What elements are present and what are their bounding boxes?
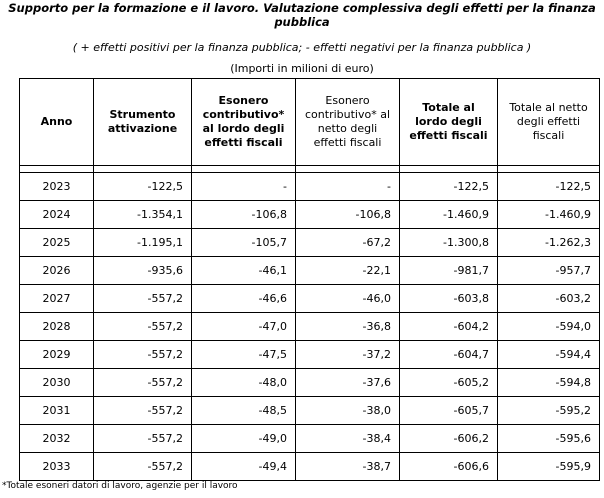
cell-anno: 2030 — [20, 369, 94, 397]
cell-totale-netto: -1.262,3 — [498, 229, 600, 257]
cell-totale-netto: -1.460,9 — [498, 201, 600, 229]
cell-esonero-lordo: -49,4 — [192, 453, 296, 481]
cell-strumento: -557,2 — [94, 425, 192, 453]
cell-strumento: -122,5 — [94, 173, 192, 201]
cell-strumento: -557,2 — [94, 285, 192, 313]
cell-totale-lordo: -122,5 — [400, 173, 498, 201]
document-title — [0, 1, 604, 29]
spacer-row — [20, 166, 600, 173]
cell-esonero-netto: -46,0 — [296, 285, 400, 313]
cell-esonero-netto: - — [296, 173, 400, 201]
spacer-cell — [94, 166, 192, 173]
header-anno: Anno — [20, 79, 94, 166]
title-line-2: pubblica — [274, 15, 330, 29]
table-row — [20, 397, 600, 425]
cell-anno: 2026 — [20, 257, 94, 285]
spacer-cell — [400, 166, 498, 173]
table-row — [20, 257, 600, 285]
cell-totale-lordo: -605,7 — [400, 397, 498, 425]
cell-esonero-lordo: - — [192, 173, 296, 201]
cell-totale-netto: -594,4 — [498, 341, 600, 369]
cell-anno: 2032 — [20, 425, 94, 453]
table-row — [20, 285, 600, 313]
header-totale-netto: Totale al netto degli effetti fiscali — [498, 79, 600, 166]
cell-esonero-lordo: -47,0 — [192, 313, 296, 341]
cell-esonero-netto: -37,2 — [296, 341, 400, 369]
cell-anno: 2028 — [20, 313, 94, 341]
cell-totale-lordo: -1.300,8 — [400, 229, 498, 257]
spacer-cell — [296, 166, 400, 173]
cell-totale-lordo: -981,7 — [400, 257, 498, 285]
cell-anno: 2023 — [20, 173, 94, 201]
cell-esonero-netto: -38,4 — [296, 425, 400, 453]
spacer-cell — [20, 166, 94, 173]
cell-esonero-netto: -37,6 — [296, 369, 400, 397]
cell-esonero-netto: -106,8 — [296, 201, 400, 229]
cell-totale-lordo: -606,2 — [400, 425, 498, 453]
spacer-cell — [192, 166, 296, 173]
cell-anno: 2024 — [20, 201, 94, 229]
cell-totale-netto: -122,5 — [498, 173, 600, 201]
table-body — [20, 166, 600, 481]
table-row — [20, 369, 600, 397]
cell-esonero-netto: -67,2 — [296, 229, 400, 257]
cell-strumento: -557,2 — [94, 453, 192, 481]
cell-totale-netto: -595,6 — [498, 425, 600, 453]
cell-anno: 2033 — [20, 453, 94, 481]
cell-strumento: -557,2 — [94, 341, 192, 369]
cell-esonero-lordo: -48,5 — [192, 397, 296, 425]
cell-esonero-lordo: -48,0 — [192, 369, 296, 397]
cell-esonero-lordo: -46,1 — [192, 257, 296, 285]
cell-anno: 2025 — [20, 229, 94, 257]
cell-totale-netto: -603,2 — [498, 285, 600, 313]
table-row — [20, 201, 600, 229]
cell-esonero-lordo: -105,7 — [192, 229, 296, 257]
units-note: (Importi in milioni di euro) — [230, 62, 374, 75]
effects-table — [19, 78, 600, 481]
table-row — [20, 453, 600, 481]
cell-totale-netto: -594,8 — [498, 369, 600, 397]
header-esonero-lordo: Esonero contributivo* al lordo degli effetti fiscali — [192, 79, 296, 166]
footnote: *Totale esoneri datori di lavoro, agenzie per il lavoro — [2, 481, 238, 491]
cell-anno: 2029 — [20, 341, 94, 369]
document-subtitle: ( + effetti positivi per la finanza pubblica; - effetti negativi per la finanza pubblica ) — [72, 41, 532, 54]
cell-esonero-netto: -22,1 — [296, 257, 400, 285]
cell-esonero-netto: -36,8 — [296, 313, 400, 341]
cell-totale-lordo: -604,2 — [400, 313, 498, 341]
cell-totale-netto: -957,7 — [498, 257, 600, 285]
header-totale-lordo: Totale al lordo degli effetti fiscali — [400, 79, 498, 166]
cell-totale-lordo: -603,8 — [400, 285, 498, 313]
cell-totale-lordo: -606,6 — [400, 453, 498, 481]
spacer-cell — [498, 166, 600, 173]
cell-totale-lordo: -605,2 — [400, 369, 498, 397]
cell-totale-lordo: -1.460,9 — [400, 201, 498, 229]
table-row — [20, 313, 600, 341]
table-row — [20, 425, 600, 453]
cell-esonero-lordo: -47,5 — [192, 341, 296, 369]
header-row — [20, 79, 600, 166]
cell-strumento: -1.354,1 — [94, 201, 192, 229]
cell-esonero-lordo: -49,0 — [192, 425, 296, 453]
table-row — [20, 229, 600, 257]
cell-strumento: -557,2 — [94, 313, 192, 341]
cell-totale-lordo: -604,7 — [400, 341, 498, 369]
table-row — [20, 341, 600, 369]
cell-strumento: -935,6 — [94, 257, 192, 285]
cell-totale-netto: -595,2 — [498, 397, 600, 425]
cell-esonero-lordo: -46,6 — [192, 285, 296, 313]
cell-totale-netto: -594,0 — [498, 313, 600, 341]
header-strumento: Strumento attivazione — [94, 79, 192, 166]
cell-esonero-netto: -38,7 — [296, 453, 400, 481]
cell-strumento: -557,2 — [94, 397, 192, 425]
cell-anno: 2027 — [20, 285, 94, 313]
cell-esonero-lordo: -106,8 — [192, 201, 296, 229]
cell-esonero-netto: -38,0 — [296, 397, 400, 425]
cell-totale-netto: -595,9 — [498, 453, 600, 481]
table-row — [20, 173, 600, 201]
cell-strumento: -1.195,1 — [94, 229, 192, 257]
cell-anno: 2031 — [20, 397, 94, 425]
header-esonero-netto: Esonero contributivo* al netto degli effetti fiscali — [296, 79, 400, 166]
cell-strumento: -557,2 — [94, 369, 192, 397]
title-line-1: Supporto per la formazione e il lavoro. Valutazione complessiva degli effetti per la finanza — [8, 1, 596, 15]
